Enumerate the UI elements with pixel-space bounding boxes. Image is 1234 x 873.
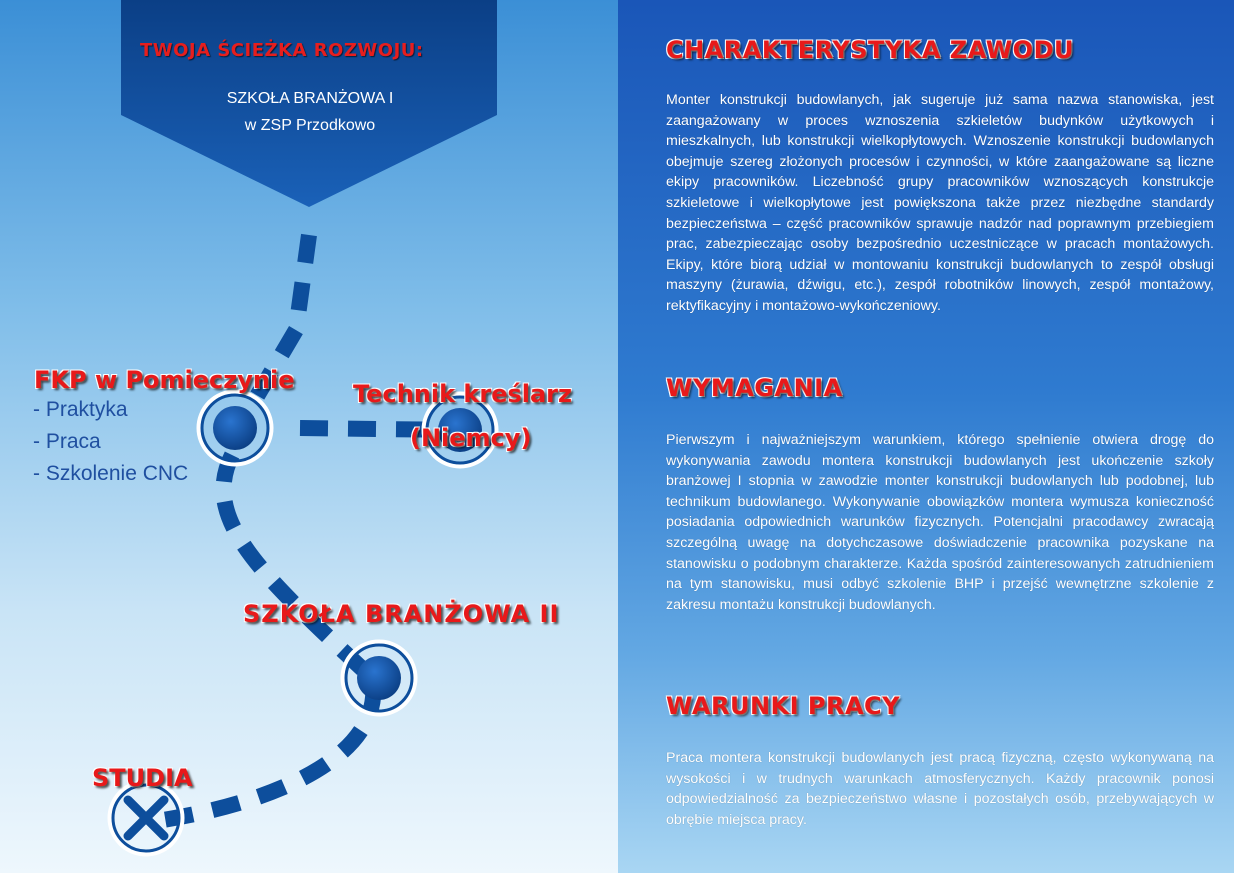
section-title-warunki-pracy: WARUNKI PRACY: [666, 692, 901, 720]
fkp-item-praca: - Praca: [33, 430, 101, 453]
profession-info-panel: [618, 0, 1234, 873]
node-fkp: [199, 392, 271, 464]
section-text-charakterystyka: Monter konstrukcji budowlanych, jak sugeruje już sama nazwa stanowiska, jest zaangażowany w proces wznoszenia szkieletów budynków użytkowych i mieszkalnych, lub konstrukcji wielkopłytowych. Wznoszenie konstrukcji budowlanych obejmuje szereg złożonych procesów i czynności, w które zaangażowane są liczne ekipy pracowników. Liczebność grupy pracowników wznoszących konstrukcje szkieletowe i wielkopłytowe jest powiększona także przez niezbędne standardy bezpieczeństwa – część pracowników sprawuje nadzór nad poprawnym przebiegiem prac, zabezpieczając osoby bezpośrednio uczestniczące w pracach montażowych. Ekipy, które biorą udział w montowaniu konstrukcji budowlanych to zespół obsługi maszyny (żurawia, dźwigu, etc.), zespół robotników linowych, zespół montażowy, rektyfikacyjny i montażowo-wykończeniowy.: [666, 92, 1214, 314]
banner-line-1: SZKOŁA BRANŻOWA I: [226, 90, 394, 107]
technik-title-line2: (Niemcy): [410, 424, 532, 452]
section-title-charakterystyka: CHARAKTERYSTYKA ZAWODU: [666, 36, 1074, 64]
fkp-item-szkolenie: - Szkolenie CNC: [33, 462, 189, 485]
section-text-warunki-pracy: Praca montera konstrukcji budowlanych jest pracą fizyczną, często wykonywaną na wysokości i w trudnych warunkach atmosferycznych. Każdy pracownik ponosi odpowiedzialność za bezpieczeństwo własne i pozostałych osób, przebywających w obrębie miejsca pracy.: [666, 750, 1214, 828]
x-mark-icon: [128, 800, 164, 836]
technik-title-line1: Technik kreślarz: [353, 380, 572, 408]
studia-title: STUDIA: [92, 764, 193, 792]
banner-line-2: w ZSP Przodkowo: [244, 117, 376, 134]
banner-title: TWOJA ŚCIEŻKA ROZWOJU:: [140, 40, 424, 61]
fkp-title: FKP w Pomieczynie: [34, 366, 295, 394]
section-title-wymagania: WYMAGANIA: [666, 374, 843, 402]
fkp-item-praktyka: - Praktyka: [33, 398, 128, 421]
szkola-branzowa-2-title: SZKOŁA BRANŻOWA II: [243, 600, 560, 628]
section-text-wymagania: Pierwszym i najważniejszym warunkiem, którego spełnienie otwiera drogę do wykonywania zawodu montera konstrukcji budowlanych jest ukończenie szkoły branżowej I stopnia w zawodzie monter konstrukcji budowlanych lub podobnej, lub technikum budowlanego. Wykonywanie obowiązków montera wymusza konieczność posiadania odpowiednich warunków fizycznych. Potencjalni pracodawcy zwracają szczególną uwagę na dotychczasowe doświadczenie pracownika pozyskane na stanowisku o podobnym charakterze. Każda spośród zainteresowanych zatrudnieniem na tym stanowisku, musi odbyć szkolenie BHP i przejść wewnętrzne szkolenie z zakresu montażu konstrukcji budowlanych.: [666, 432, 1214, 613]
